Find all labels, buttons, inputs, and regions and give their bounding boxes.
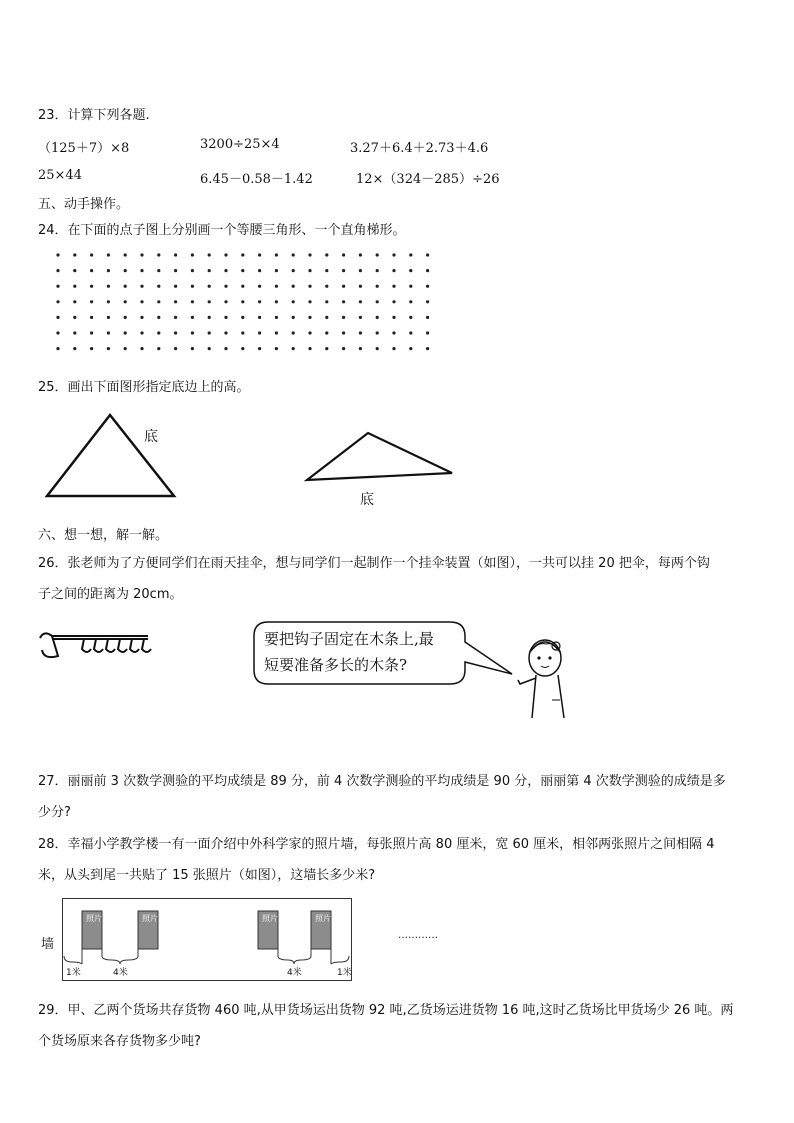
- grid-dot: [174, 347, 177, 350]
- grid-dot: [157, 316, 160, 319]
- q29-line-2: 个货场原来各存货物多少吨?: [38, 1034, 201, 1049]
- grid-dot: [376, 316, 379, 319]
- grid-dot: [174, 253, 177, 256]
- grid-dot: [292, 347, 295, 350]
- grid-dot: [174, 269, 177, 272]
- ellipsis: …………: [398, 930, 438, 941]
- grid-dot: [174, 316, 177, 319]
- grid-dot: [308, 285, 311, 288]
- grid-dot: [124, 316, 127, 319]
- grid-dot: [241, 269, 244, 272]
- q29-line-1: 29．甲、乙两个货场共存货物 460 吨,从甲货场运出货物 92 吨,乙货场运进货物 16 吨,这时乙货场比甲货场少 26 吨。两: [38, 1003, 734, 1018]
- photo-wall-diagram: [62, 898, 362, 988]
- grid-dot: [409, 316, 412, 319]
- grid-dot: [359, 253, 362, 256]
- grid-dot: [73, 316, 76, 319]
- grid-dot: [208, 300, 211, 303]
- grid-dot: [376, 331, 379, 334]
- grid-dot: [174, 331, 177, 334]
- grid-dot: [56, 285, 59, 288]
- grid-dot: [124, 347, 127, 350]
- grid-dot: [325, 285, 328, 288]
- grid-dot: [107, 331, 110, 334]
- grid-dot: [56, 300, 59, 303]
- grid-dot: [308, 253, 311, 256]
- grid-dot: [191, 253, 194, 256]
- grid-dot: [56, 253, 59, 256]
- grid-dot: [342, 285, 345, 288]
- grid-dot: [56, 269, 59, 272]
- grid-dot: [426, 300, 429, 303]
- grid-dot: [275, 300, 278, 303]
- q28-line-1: 28．幸福小学教学楼一有一面介绍中外科学家的照片墙，每张照片高 80 厘米，宽 60 厘米，相邻两张照片之间相隔 4: [38, 837, 715, 852]
- grid-dot: [208, 285, 211, 288]
- q23-expr-4: 25×44: [38, 168, 82, 183]
- q27-line-2: 少分?: [38, 805, 71, 820]
- grid-dot: [325, 316, 328, 319]
- photo-label-4: 照片: [315, 914, 331, 923]
- grid-dot: [191, 347, 194, 350]
- grid-dot: [241, 300, 244, 303]
- grid-dot: [90, 269, 93, 272]
- grid-dot: [359, 331, 362, 334]
- grid-dot: [191, 285, 194, 288]
- grid-dot: [224, 253, 227, 256]
- grid-dot: [73, 269, 76, 272]
- grid-dot: [376, 347, 379, 350]
- grid-dot: [107, 253, 110, 256]
- grid-dot: [426, 269, 429, 272]
- grid-dot: [409, 331, 412, 334]
- grid-dot: [392, 285, 395, 288]
- grid-dot: [157, 269, 160, 272]
- grid-dot: [90, 285, 93, 288]
- grid-dot: [426, 285, 429, 288]
- grid-dot: [426, 331, 429, 334]
- grid-dot: [124, 331, 127, 334]
- grid-dot: [241, 316, 244, 319]
- grid-dot: [258, 253, 261, 256]
- grid-dot: [392, 269, 395, 272]
- grid-dot: [258, 347, 261, 350]
- grid-dot: [292, 285, 295, 288]
- q28-line-2: 米，从头到尾一共贴了 15 张照片（如图），这墙长多少米?: [38, 868, 376, 883]
- grid-dot: [409, 347, 412, 350]
- triangle-figure-2: [300, 425, 470, 495]
- grid-dot: [409, 253, 412, 256]
- grid-dot: [224, 300, 227, 303]
- grid-dot: [308, 300, 311, 303]
- grid-dot: [124, 300, 127, 303]
- grid-dot: [90, 253, 93, 256]
- grid-dot: [359, 347, 362, 350]
- grid-dot: [359, 300, 362, 303]
- grid-dot: [292, 331, 295, 334]
- grid-dot: [325, 269, 328, 272]
- grid-dot: [342, 300, 345, 303]
- grid-dot: [140, 253, 143, 256]
- photo-label-3: 照片: [262, 914, 278, 923]
- q26-line-2: 子之间的距离为 20cm。: [38, 587, 183, 602]
- grid-dot: [392, 300, 395, 303]
- grid-dot: [258, 316, 261, 319]
- q23-expr-3: 3.27＋6.4＋2.73＋4.6: [350, 141, 489, 156]
- grid-dot: [90, 300, 93, 303]
- section-6-heading: 六、想一想，解一解。: [38, 528, 169, 543]
- grid-dot: [325, 347, 328, 350]
- grid-dot: [56, 331, 59, 334]
- grid-dot: [376, 285, 379, 288]
- umbrella-hook-rack-figure: [36, 626, 156, 666]
- grid-dot: [275, 316, 278, 319]
- bubble-text-line-1: 要把钩子固定在木条上,最: [264, 630, 434, 648]
- grid-dot: [275, 253, 278, 256]
- grid-dot: [157, 347, 160, 350]
- grid-dot: [90, 331, 93, 334]
- grid-dot: [258, 285, 261, 288]
- grid-dot: [392, 316, 395, 319]
- grid-dot: [208, 347, 211, 350]
- grid-dot: [224, 316, 227, 319]
- grid-dot: [342, 347, 345, 350]
- grid-dot: [359, 285, 362, 288]
- dot-grid: [50, 250, 450, 360]
- grid-dot: [409, 285, 412, 288]
- grid-dot: [308, 347, 311, 350]
- grid-dot: [258, 300, 261, 303]
- grid-dot: [376, 300, 379, 303]
- grid-dot: [241, 331, 244, 334]
- grid-dot: [208, 316, 211, 319]
- grid-dot: [90, 347, 93, 350]
- base-label-2: 底: [360, 492, 374, 508]
- grid-dot: [157, 331, 160, 334]
- grid-dot: [241, 347, 244, 350]
- grid-dot: [208, 331, 211, 334]
- wall-label: 墙: [41, 937, 55, 952]
- base-label-1: 底: [144, 429, 158, 445]
- grid-dot: [90, 316, 93, 319]
- grid-dot: [124, 253, 127, 256]
- grid-dot: [292, 269, 295, 272]
- grid-dot: [342, 269, 345, 272]
- grid-dot: [73, 347, 76, 350]
- grid-dot: [392, 253, 395, 256]
- grid-dot: [275, 347, 278, 350]
- grid-dot: [157, 253, 160, 256]
- grid-dot: [124, 285, 127, 288]
- grid-dot: [73, 285, 76, 288]
- grid-dot: [224, 347, 227, 350]
- dim-1m-right: 1米: [337, 968, 352, 978]
- grid-dot: [275, 285, 278, 288]
- grid-dot: [275, 331, 278, 334]
- grid-dot: [224, 269, 227, 272]
- grid-dot: [224, 331, 227, 334]
- grid-dot: [426, 316, 429, 319]
- grid-dot: [191, 331, 194, 334]
- q26-line-1: 26．张老师为了方便同学们在雨天挂伞，想与同学们一起制作一个挂伞装置（如图），一共可以挂 20 把伞，每两个钩: [38, 556, 710, 571]
- q23-expr-5: 6.45－0.58－1.42: [200, 172, 313, 187]
- grid-dot: [409, 300, 412, 303]
- grid-dot: [107, 347, 110, 350]
- grid-dot: [107, 300, 110, 303]
- grid-dot: [191, 269, 194, 272]
- grid-dot: [308, 331, 311, 334]
- grid-dot: [73, 300, 76, 303]
- grid-dot: [140, 316, 143, 319]
- teacher-illustration: [512, 630, 582, 730]
- grid-dot: [325, 253, 328, 256]
- grid-dot: [325, 300, 328, 303]
- grid-dot: [107, 269, 110, 272]
- grid-dot: [292, 316, 295, 319]
- grid-dot: [426, 253, 429, 256]
- grid-dot: [275, 269, 278, 272]
- q24-title: 24．在下面的点子图上分别画一个等腰三角形、一个直角梯形。: [38, 223, 406, 238]
- grid-dot: [342, 331, 345, 334]
- photo-label-1: 照片: [86, 914, 102, 923]
- grid-dot: [392, 347, 395, 350]
- triangle-figure-1: [40, 410, 200, 510]
- grid-dot: [376, 269, 379, 272]
- q23-expr-2: 3200÷25×4: [200, 137, 280, 152]
- grid-dot: [359, 269, 362, 272]
- dim-4m-left: 4米: [113, 968, 128, 978]
- grid-dot: [157, 300, 160, 303]
- grid-dot: [56, 347, 59, 350]
- grid-dot: [292, 253, 295, 256]
- grid-dot: [426, 347, 429, 350]
- q27-line-1: 27．丽丽前 3 次数学测验的平均成绩是 89 分，前 4 次数学测验的平均成绩是 90 分，丽丽第 4 次数学测验的成绩是多: [38, 774, 726, 789]
- grid-dot: [359, 316, 362, 319]
- grid-dot: [107, 316, 110, 319]
- grid-dot: [140, 300, 143, 303]
- grid-dot: [241, 285, 244, 288]
- q23-expr-6: 12×（324－285）÷26: [356, 172, 500, 187]
- grid-dot: [308, 316, 311, 319]
- dim-1m-left: 1米: [66, 968, 81, 978]
- grid-dot: [224, 285, 227, 288]
- dim-4m-right: 4米: [287, 968, 302, 978]
- grid-dot: [376, 253, 379, 256]
- grid-dot: [325, 331, 328, 334]
- q23-expr-1: （125＋7）×8: [38, 141, 130, 156]
- grid-dot: [241, 253, 244, 256]
- grid-dot: [342, 316, 345, 319]
- grid-dot: [73, 253, 76, 256]
- photo-label-2: 照片: [142, 914, 158, 923]
- bubble-text-line-2: 短要准备多长的木条?: [264, 656, 408, 674]
- grid-dot: [308, 269, 311, 272]
- grid-dot: [174, 285, 177, 288]
- q23-title: 23．计算下列各题.: [38, 108, 150, 123]
- grid-dot: [191, 316, 194, 319]
- grid-dot: [342, 253, 345, 256]
- grid-dot: [191, 300, 194, 303]
- grid-dot: [140, 269, 143, 272]
- grid-dot: [292, 300, 295, 303]
- grid-dot: [174, 300, 177, 303]
- grid-dot: [140, 331, 143, 334]
- grid-dot: [140, 285, 143, 288]
- section-5-heading: 五、动手操作。: [38, 197, 130, 212]
- grid-dot: [258, 269, 261, 272]
- grid-dot: [409, 269, 412, 272]
- grid-dot: [73, 331, 76, 334]
- grid-dot: [140, 347, 143, 350]
- grid-dot: [157, 285, 160, 288]
- grid-dot: [56, 316, 59, 319]
- grid-dot: [258, 331, 261, 334]
- grid-dot: [124, 269, 127, 272]
- q25-title: 25．画出下面图形指定底边上的高。: [38, 380, 250, 395]
- grid-dot: [392, 331, 395, 334]
- grid-dot: [208, 269, 211, 272]
- grid-dot: [208, 253, 211, 256]
- grid-dot: [107, 285, 110, 288]
